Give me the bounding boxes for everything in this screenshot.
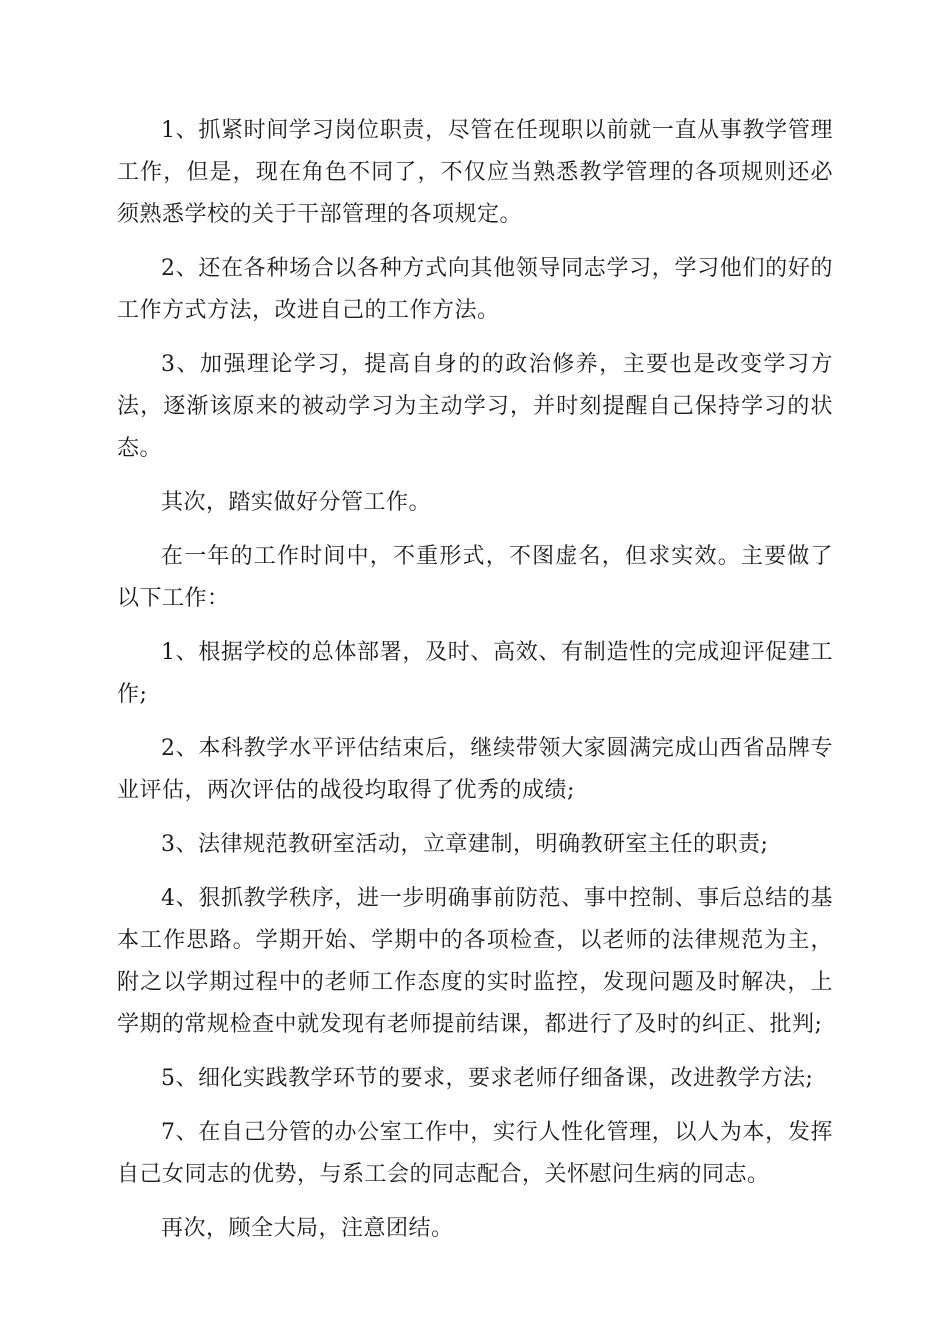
- section-heading-secondly: 其次，踏实做好分管工作。: [161, 490, 432, 515]
- paragraph-6: 2、本科教学水平评估结束后，继续带领大家圆满完成山西省品牌专业评估，两次评估的战役均取得了优秀的成绩;: [117, 736, 833, 803]
- paragraph-3: 3、加强理论学习，提高自身的的政治修养，主要也是改变学习方法，逐渐该原来的被动学习为主动学习，并时刻提醒自己保持学习的状态。: [117, 352, 833, 461]
- paragraph-10: 7、在自己分管的办公室工作中，实行人性化管理，以人为本，发挥自己女同志的优势，与系工会的同志配合，关怀慰问生病的同志。: [117, 1120, 833, 1187]
- paragraph-2: 2、还在各种场合以各种方式向其他领导同志学习，学习他们的好的工作方式方法，改进自己的工作方法。: [117, 256, 833, 323]
- paragraph-4: 在一年的工作时间中，不重形式，不图虚名，但求实效。主要做了以下工作：: [117, 544, 833, 611]
- paragraph-8: 4、狠抓教学秩序，进一步明确事前防范、事中控制、事后总结的基本工作思路。学期开始、学期中的各项检查，以老师的法律规范为主，附之以学期过程中的老师工作态度的实时监控，发现问题及时解决，上学期的常规检查中就发现有老师提前结课，都进行了及时的纠正、批判;: [117, 886, 833, 1037]
- paragraph-7: 3、法律规范教研室活动，立章建制，明确教研室主任的职责;: [161, 832, 769, 857]
- document-body: [117, 110, 833, 1262]
- paragraph-5: 1、根据学校的总体部署，及时、高效、有制造性的完成迎评促建工作;: [117, 640, 833, 707]
- paragraph-1: 1、抓紧时间学习岗位职责，尽管在任现职以前就一直从事教学管理工作，但是，现在角色不同了，不仅应当熟悉教学管理的各项规则还必须熟悉学校的关于干部管理的各项规定。: [117, 118, 833, 227]
- paragraph-9: 5、细化实践教学环节的要求，要求老师仔细备课，改进教学方法;: [161, 1066, 814, 1091]
- section-heading-thirdly: 再次，顾全大局，注意团结。: [161, 1216, 454, 1241]
